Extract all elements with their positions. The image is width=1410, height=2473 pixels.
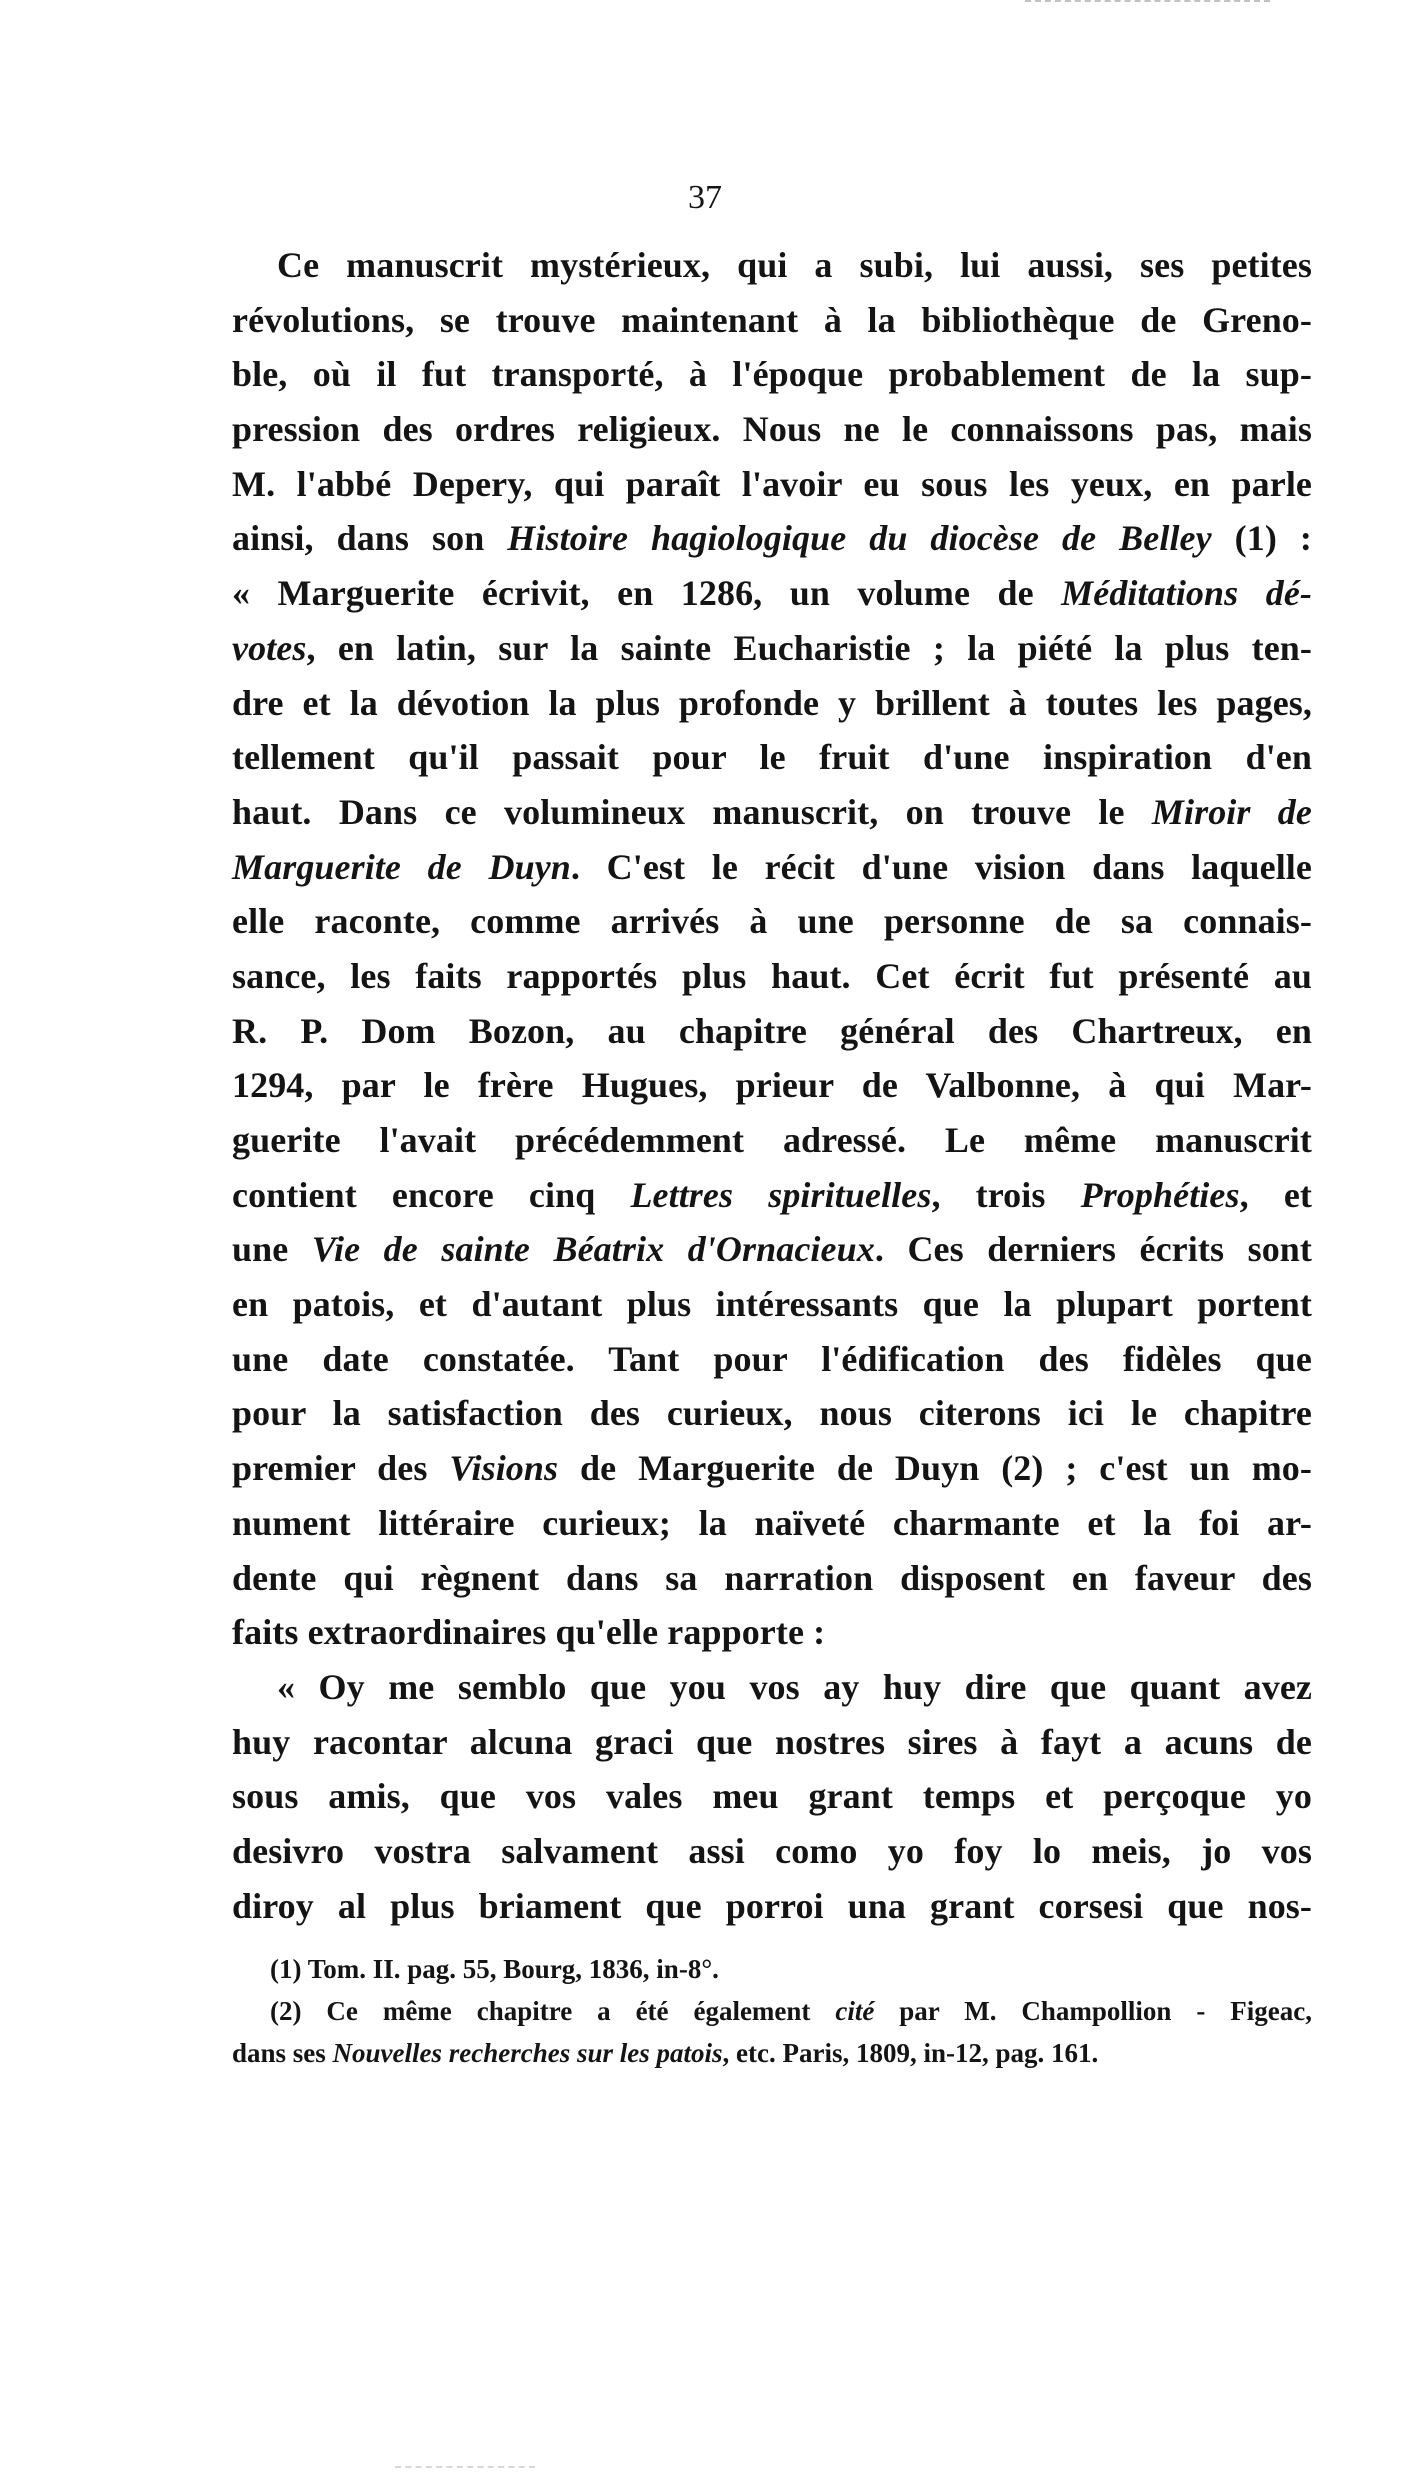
italic-title: cité bbox=[835, 1996, 875, 2026]
text-run: , et bbox=[1239, 1174, 1312, 1215]
text-line: révolutions, se trouve maintenant à la bibliothèque de Greno- bbox=[232, 299, 1312, 340]
text-run: ainsi, dans son bbox=[232, 518, 508, 559]
text-line: desivro vostra salvament assi como yo foy lo meis, jo vos bbox=[232, 1830, 1312, 1871]
footnotes bbox=[232, 1948, 1312, 2074]
text-line bbox=[232, 621, 1312, 676]
text-line: guerite l'avait précédemment adressé. Le même manuscrit bbox=[232, 1120, 1312, 1160]
italic-title: Vie de sainte Béatrix d'Ornacieux bbox=[311, 1229, 875, 1270]
text-run: une bbox=[232, 1229, 312, 1270]
text-line bbox=[232, 1168, 1312, 1223]
text-run: « Marguerite écrivit, en 1286, un volume de bbox=[232, 573, 1062, 614]
text-run: . C'est le récit d'une vision dans laquelle bbox=[570, 846, 1312, 887]
text-line: sous amis, que vos vales meu grant temps et perçoque yo bbox=[232, 1776, 1312, 1817]
text-line: huy racontar alcuna graci que nostres sires à fayt a acuns de bbox=[232, 1721, 1312, 1762]
body-text bbox=[232, 238, 1312, 1933]
text-run: (1) : bbox=[1211, 518, 1312, 559]
text-line: pression des ordres religieux. Nous ne le connaissons pas, mais bbox=[232, 409, 1312, 450]
text-line: « Oy me semblo que you vos ay huy dire que quant avez bbox=[277, 1666, 1312, 1707]
text-run: , trois bbox=[931, 1174, 1081, 1215]
footnote-line bbox=[232, 1990, 1312, 2032]
text-line: dente qui règnent dans sa narration disposent en faveur des bbox=[232, 1557, 1312, 1598]
italic-title: Nouvelles recherches sur les patois bbox=[332, 2038, 723, 2068]
text-line: Ce manuscrit mystérieux, qui a subi, lui aussi, ses petites bbox=[277, 245, 1312, 285]
text-run: par M. Champollion - Figeac, bbox=[874, 1996, 1312, 2026]
footnote-line bbox=[232, 2032, 1312, 2074]
text-line bbox=[232, 785, 1312, 840]
italic-title: Méditations dé- bbox=[1061, 573, 1312, 614]
scan-edge-marks-bottom bbox=[395, 2466, 535, 2468]
page-number: 37 bbox=[688, 179, 722, 216]
italic-title: Lettres spirituelles bbox=[630, 1174, 932, 1215]
text-run: dans ses bbox=[232, 2038, 333, 2068]
text-line: en patois, et d'autant plus intéressants que la plupart portent bbox=[232, 1284, 1312, 1325]
italic-title: Prophéties bbox=[1080, 1174, 1240, 1215]
text-line bbox=[232, 1441, 1312, 1496]
text-line: M. l'abbé Depery, qui paraît l'avoir eu sous les yeux, en parle bbox=[232, 463, 1312, 504]
italic-title: Miroir de bbox=[1151, 791, 1312, 832]
text-line: pour la satisfaction des curieux, nous citerons ici le chapitre bbox=[232, 1393, 1312, 1434]
text-run: premier des bbox=[232, 1448, 450, 1489]
text-line: tellement qu'il passait pour le fruit d'une inspiration d'en bbox=[232, 737, 1312, 778]
text-run: , en latin, sur la sainte Eucharistie ; la piété la plus ten- bbox=[306, 627, 1312, 668]
text-line: 1294, par le frère Hugues, prieur de Valbonne, à qui Mar- bbox=[232, 1065, 1312, 1106]
text-line: faits extraordinaires qu'elle rapporte : bbox=[232, 1612, 826, 1653]
text-run: . Ces derniers écrits sont bbox=[874, 1229, 1312, 1270]
text-line bbox=[232, 1222, 1312, 1277]
text-line: dre et la dévotion la plus profonde y brillent à toutes les pages, bbox=[232, 682, 1312, 723]
text-line: ble, où il fut transporté, à l'époque probablement de la sup- bbox=[232, 354, 1312, 395]
text-line: nument littéraire curieux; la naïveté charmante et la foi ar- bbox=[232, 1502, 1312, 1543]
text-run: haut. Dans ce volumineux manuscrit, on trouve le bbox=[232, 791, 1152, 832]
text-run: (2) Ce même chapitre a été également bbox=[270, 1996, 836, 2026]
text-line: diroy al plus briament que porroi una grant corsesi que nos- bbox=[232, 1885, 1312, 1926]
italic-title: Histoire hagiologique du diocèse de Belley bbox=[507, 518, 1212, 559]
text-line: une date constatée. Tant pour l'édification des fidèles que bbox=[232, 1338, 1312, 1379]
italic-title: Visions bbox=[449, 1448, 559, 1489]
text-line bbox=[232, 511, 1312, 566]
text-line: sance, les faits rapportés plus haut. Cet écrit fut présenté au bbox=[232, 955, 1312, 996]
text-run: de Marguerite de Duyn (2) ; c'est un mo- bbox=[558, 1448, 1312, 1489]
text-run: contient encore cinq bbox=[232, 1174, 631, 1215]
text-line bbox=[232, 566, 1312, 621]
text-line bbox=[232, 840, 1312, 895]
italic-title: Marguerite de Duyn bbox=[232, 846, 571, 887]
scan-edge-marks bbox=[1025, 0, 1270, 16]
text-line: elle raconte, comme arrivés à une personne de sa connais- bbox=[232, 901, 1312, 942]
text-line: R. P. Dom Bozon, au chapitre général des Chartreux, en bbox=[232, 1010, 1312, 1051]
footnote-line: (1) Tom. II. pag. 55, Bourg, 1836, in-8°. bbox=[270, 1954, 719, 1984]
text-run: , etc. Paris, 1809, in-12, pag. 161. bbox=[722, 2038, 1099, 2068]
italic-title: votes bbox=[232, 627, 307, 668]
